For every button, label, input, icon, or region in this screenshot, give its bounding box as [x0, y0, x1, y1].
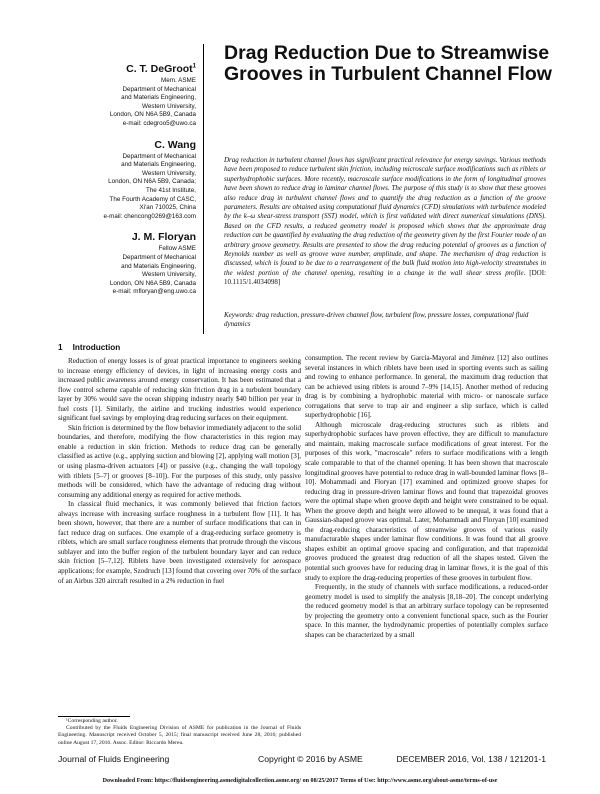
page-footer [58, 754, 546, 766]
paragraph: consumption. The recent review by García-Mayoral and Jiménez [12] also outlines several instances in which riblets have been used in sporting events such as sailing and rowing to enhance performance. In general, the maximum drag reduction that can be achieved using riblets is around 7–9% [14,15]. Another method of reducing drag is by combining a hydrophobic material with micro- or nanoscale surface corrugations that serve to trap air and engineer a slip surface, which is called superhydrophobic [16]. [305, 354, 548, 420]
download-notice: Downloaded From: https://fluidsengineering.asmedigitalcollection.asme.org/ on 08/25/2017 Terms of Use: http://www.asme.org/about-asme/terms-of-use [102, 778, 498, 784]
doi-link[interactable]: [DOI: 10.1115/1.4034098] [224, 268, 546, 287]
footnote: ¹Corresponding author. [66, 718, 118, 724]
author-name: J. M. Floryan [131, 231, 196, 244]
issue-info: DECEMBER 2016, Vol. 138 / 121201-1 [396, 754, 546, 764]
author-affiliation: Fellow ASME Department of Mechanical and Materials Engineering, Western University, London, ON N6A 5B9, Canada e-mail: mfloryan@eng.uwo.ca [109, 245, 196, 296]
keywords: Keywords: drag reduction, pressure-driven channel flow, turbulent flow, pressure losses, computational fluid dynamics [224, 311, 529, 329]
footnote-rule [58, 716, 130, 717]
paragraph: In classical fluid mechanics, it was commonly believed that friction factors always increase with increasing surface roughness in a turbulent flow [11]. It has been shown, however, that there are a number of surface modifications that can in fact reduce drag on surfaces. One example of a drag-reducing surface geometry is riblets, which are small surface roughness elements that protrude through the viscous sublayer and into the buffer region of the turbulent boundary layer and can reduce skin friction [5–7,12]. Riblets have been investigated extensively for aerospace applications; for example, Szodruch [13] found that covering over 70% of the surface of an Airbus 320 aircraft resulted in a 2% reduction in fuel [58, 500, 301, 585]
author-block [60, 231, 196, 297]
author-block [60, 139, 196, 222]
author-name: C. T. DeGroot$^1$ [126, 63, 196, 75]
author-block [60, 63, 196, 129]
vertical-divider [203, 44, 204, 334]
paragraph: Reduction of energy losses is of great practical importance to engineers seeking to increase energy efficiency of devices, in light of increasing energy costs and increased public awareness around energy conservation. It has been estimated that a flow control scheme capable of reducing skin friction drag in a turbulent boundary layer by 30% would save the ocean shipping industry nearly $40 billion per year in fuel costs [1]. Similarly, the airline and trucking industries would experience significant fuel savings by employing drag reducing surfaces on their equipment. [58, 357, 301, 423]
author-name: C. Wang [154, 138, 196, 151]
body-column-left [58, 357, 301, 586]
author-affiliation: Mem. ASME Department of Mechanical and Materials Engineering, Western University, London, ON N6A 5B9, Canada e-mail: cdegroo5@uwo.ca [109, 77, 196, 127]
body-column-right [305, 354, 548, 640]
author-list [60, 63, 196, 307]
paragraph: Skin friction is determined by the flow behavior immediately adjacent to the solid boundaries, and therefore, modifying the flow characteristics in this region may enable a reduction in skin friction. Methods to reduce drag can be generally classified as active (e.g., applying suction and blowing [2], applying wall motion [3], or using plasma-driven actuators [4]) or passive (e.g., changing the wall topology with riblets [5–7] or grooves [8–10]). For the purposes of this study, only passive methods will be considered, which have the advantage of reducing drag without consuming any additional energy as required for active methods. [58, 423, 301, 499]
footnotes [58, 718, 301, 747]
paper-title: Drag Reduction Due to Streamwise Grooves in Turbulent Channel Flow [224, 42, 552, 85]
copyright: Copyright © 2016 by ASME [258, 754, 363, 764]
footnote: Contributed by the Fluids Engineering Division of ASME for publication in the Journal of Fluids Engineering. Manuscript received October 5, 2015; final manuscript received June 28, 2016; published online August 17, 2016. Assoc. Editor: Riccardo Mereu. [58, 725, 301, 746]
author-affiliation: Department of Mechanical and Materials Engineering, Western University, London, ON N6A 5B9, Canada; The 41st Institute, The Fourth Academy of CASC, Xi'an 710025, China e-mail: chencong0269@163.com [103, 152, 196, 220]
journal-name: Journal of Fluids Engineering [58, 754, 170, 764]
paragraph: Frequently, in the study of channels with surface modifications, a reduced-order geometry model is used to simplify the analysis [8,18–20]. The concept underlying the reduced geometry model is that an arbitrary surface topology can be represented by projecting the geometry onto a convenient functional space, such as the Fourier space. In this manner, the hydrodynamic properties of potentially complex surface shapes can be characterized by a small [305, 583, 548, 639]
section-heading: 1 Introduction [58, 343, 121, 352]
paragraph: Although microscale drag-reducing structures such as riblets and superhydrophobic surfaces have proven effective, they are difficult to manufacture and maintain, making macroscale surface modifications of great interest. For the purposes of this work, "macroscale" refers to surface modifications with a length scale comparable to that of the channel opening. It has been shown that macroscale longitudinal grooves have potential to reduce drag in wall-bounded laminar flows [8–10]. Mohammadi and Floryan [17] examined and optimized groove shapes for reducing drag in pressure-driven laminar flows and found that trapezoidal grooves were the optimal shape when groove depth and height were constrained to be equal. When the groove depth and height were allowed to be unequal, it was found that a Gaussian-shaped groove was optimal. Later, Mohammadi and Floryan [10] examined the drag-reducing characteristics of streamwise grooves of various easily manufacturable shapes under laminar flow conditions. It was found that all groove shapes exhibit an optimal groove spacing and configuration, and that trapezoidal grooves produced the greatest drag reduction of all the shapes tested. Given the potential such grooves have for reducing drag in laminar flows, it is the goal of this study to explore the drag-reducing properties of these grooves in turbulent flow. [305, 420, 548, 582]
abstract: Drag reduction in turbulent channel flows has significant practical relevance for energy savings. Various methods have been proposed to reduce turbulent skin friction, including microscale surface modifications such as riblets or superhydrophobic surfaces. More recently, macroscale surface modifications in the form of longitudinal grooves have been shown to reduce drag in laminar channel flows. The purpose of this study is to show that these grooves also reduce drag in turbulent channel flows and to quantify the drag reduction as a function of the groove parameters. Results are obtained using computational fluid dynamics (CFD) simulations with turbulence modeled by the k–ω shear-stress transport (SST) model, which is first validated with direct numerical simulations (DNS). Based on the CFD results, a reduced geometry model is proposed which shows that the approximate drag reduction can be quantified by evaluating the drag reduction of the geometry given by the first Fourier mode of an arbitrary groove geometry. Results are presented to show the drag reducing potential of grooves as a function of Reynolds number as well as groove wave number, amplitude, and shape. The mechanism of drag reduction is discussed, which is found to be due to a rearrangement of the bulk fluid motion into high-velocity streamtubes in the widest portion of the channel opening, resulting in a change in the wall shear stress profile. [DOI: 10.1115/1.4034098] [224, 156, 546, 287]
